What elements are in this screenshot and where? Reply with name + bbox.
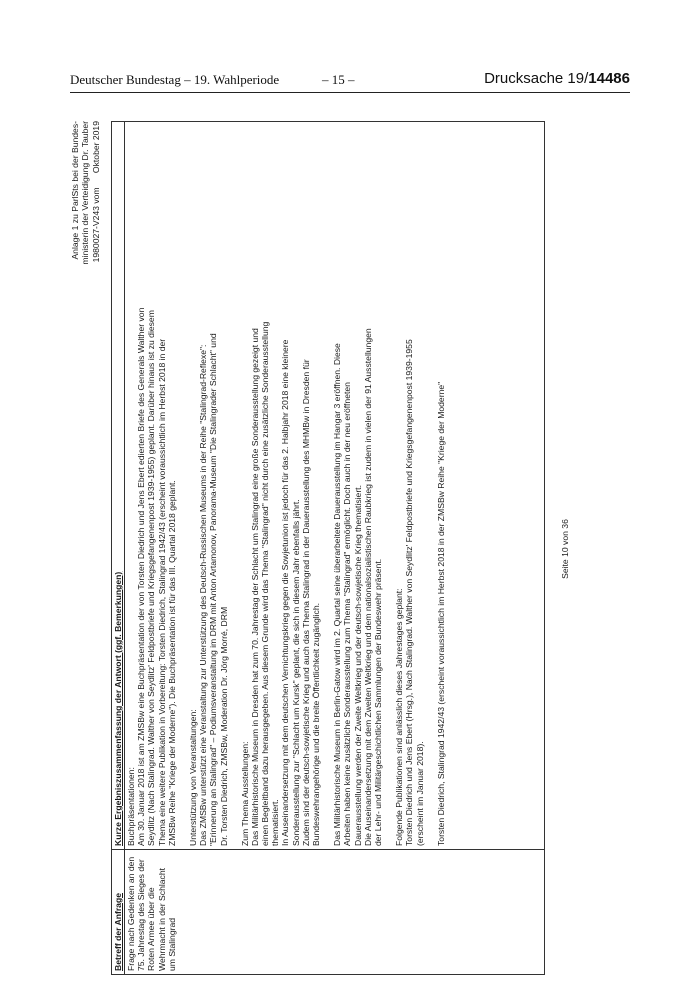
column-header-summary: Kurze Ergebniszusammenfassung der Antwort (ggf. Bemerkungen) bbox=[113, 571, 123, 846]
text-line: Das Militärhistorische Museum in Berlin-Gatow wird im 2. Quartal seine überarbeitete Dauerausstellung im Hangar 3 eröffnen. Diese bbox=[332, 343, 343, 846]
paragraph-book-presentations bbox=[126, 128, 177, 846]
text-line: Zum Thema Ausstellungen: bbox=[239, 741, 250, 846]
text-line: Buchpräsentationen: bbox=[126, 767, 136, 846]
paragraph-gap bbox=[425, 128, 436, 846]
paragraph-publications bbox=[394, 128, 425, 846]
text-line: der Lehr- und Militärgeschichtlichen Sammlungen der Bundeswehr präsent. bbox=[372, 558, 383, 846]
subject-line: Frage nach Gedenken an den bbox=[126, 856, 136, 971]
document-id-label: Drucksache 19/ bbox=[484, 70, 589, 87]
subject-line: um Stalingrad bbox=[166, 917, 177, 971]
text-line: Das ZMSBw unterstützt eine Veranstaltung zur Unterstützung des Deutsch-Russischen Museums in der Reihe "Stalingrad-Reflexe": bbox=[198, 344, 209, 846]
paragraph-gap bbox=[383, 128, 394, 846]
subject-line: 75. Jahrestag des Sieges der bbox=[136, 859, 147, 971]
paragraph-gap bbox=[229, 128, 240, 846]
text-line: "Erinnerung an Stalingrad" – Podiumsveranstaltung im DRM mit Anton Artamonov, Panorama-Museum "Die Stalingrader Schlacht" und bbox=[208, 333, 219, 846]
text-line: Thema eine weitere Publikation in Vorbereitung: Torsten Diedrich, Stalingrad 1942/43 (erscheint voraussichtlich im Herbst 2018 in der bbox=[156, 338, 167, 846]
text-line: Das Militärhistorische Museum in Dresden hat zum 70. Jahrestag der Schlacht um Stalingrad eine große Sonderausstellung gezeigt und bbox=[249, 328, 260, 846]
header-rule bbox=[70, 92, 630, 93]
rotated-annex-sheet bbox=[70, 115, 630, 975]
answer-table bbox=[111, 121, 545, 975]
text-line: Folgende Publikationen sind anlässlich dieses Jahrestages geplant: bbox=[394, 588, 405, 846]
document-id-number: 14486 bbox=[588, 70, 630, 87]
column-header-subject: Betreff der Anfrage bbox=[113, 893, 123, 971]
paragraph-gap bbox=[177, 128, 188, 846]
text-line: Arbeiten haben keine zusätzliche Sonderausstellung zum Thema "Stalingrad" ermöglicht. Doch auch in der neu eröffneten bbox=[342, 382, 353, 846]
text-line: Torsten Diedrich, Stalingrad 1942/43 (erscheint voraussichtlich im Herbst 2018 in der ZMSBw Reihe "Kriege der Moderne" bbox=[435, 381, 446, 846]
text-line: Unterstützung von Veranstaltungen: bbox=[187, 709, 198, 846]
subject-line: Roten Armee über die bbox=[146, 887, 157, 971]
text-line: In Auseinandersetzung mit dem deutschen Vernichtungskrieg gegen die Sowjetunion ist jedoch für das 2. Halbjahr 2018 eine kleinere bbox=[280, 339, 291, 846]
text-line: (erscheint im Januar 2018). bbox=[414, 741, 425, 846]
parliament-period: Deutscher Bundestag – 19. Wahlperiode bbox=[70, 72, 280, 87]
text-line: Zudem sind der deutsch-sowjetische Krieg und auch das Thema Stalingrad in der Dauerausstellung des MHMBw in Dresden für bbox=[300, 359, 311, 846]
text-line: Die Auseinandersetzung mit dem Zweiten Weltkrieg und dem nationalsozialistischen Raubkrieg ist zudem in vielen der 91 Ausstellungen bbox=[362, 328, 373, 846]
text-line: Seydlitz (Nach Stalingrad. Walther von Seydlitz' Feldpostbriefe und Kriegsgefangenenpost 1939-1955) geplant. Darüber hinaus ist zu diesem bbox=[146, 310, 157, 846]
subject-line: Wehrmacht in der Schlacht bbox=[156, 867, 167, 971]
paragraph-events bbox=[188, 128, 229, 846]
annex-line: Anlage 1 zu ParlSts bei der Bundes- bbox=[70, 121, 80, 260]
paragraph-stalingrad-book bbox=[436, 128, 446, 846]
summary-cell bbox=[126, 128, 446, 846]
annex-line: ministerin der Verteidigung Dr. Tauber bbox=[80, 121, 91, 265]
column-divider bbox=[112, 849, 544, 850]
document-id bbox=[484, 70, 630, 87]
text-line: Sonderausstellung zur "Schlacht um Kursk" geplant, die sich in diesem Jahr ebenfalls jährt. bbox=[290, 499, 301, 846]
header-divider bbox=[124, 122, 125, 974]
annex-reference bbox=[70, 121, 101, 265]
subject-cell bbox=[126, 853, 177, 971]
sheet-page-footer: Seite 10 von 36 bbox=[560, 519, 570, 579]
text-line: Bundeswehrangehörige und die breite Öffentlichkeit zugänglich. bbox=[311, 602, 321, 846]
text-line: thematisiert. bbox=[270, 799, 281, 846]
text-line: Torsten Diedrich und Jens Ebert (Hrsg.), Nach Stalingrad. Walther von Seydlitz' Feldpostbriefe und Kriegsgefangenenpost 1939-1955 bbox=[404, 339, 415, 846]
text-line: Dauerausstellung werden der Zweite Weltkrieg und der deutsch-sowjetische Krieg thematisiert. bbox=[352, 485, 363, 846]
annex-line: 1980027-V243 vom Oktober 2019 bbox=[90, 121, 101, 263]
paragraph-gatow bbox=[332, 128, 383, 846]
page-header bbox=[70, 72, 630, 94]
text-line: einen Begleitband dazu herausgegeben. Aus diesem Grunde wird das Thema "Stalingrad" nicht durch eine zusätzliche Sonderausstellung bbox=[260, 321, 271, 846]
text-line: ZMSBw Reihe "Kriege der Moderne"). Die Buchpräsentation ist für das III. Quartal 2018 geplant. bbox=[166, 480, 177, 846]
paragraph-gap bbox=[321, 128, 332, 846]
page-number: – 15 – bbox=[322, 72, 355, 87]
paragraph-exhibitions bbox=[240, 128, 322, 846]
text-line: Am 30. Januar 2018 ist am ZMSBw eine Buchpräsentation der von Torsten Diedrich und Jens Ebert edierten Briefe des Generals Walther von bbox=[136, 307, 147, 846]
text-line: Dr. Torsten Diedrich, ZMSBw, Moderation Dr. Jörg Morré, DRM bbox=[218, 606, 229, 846]
